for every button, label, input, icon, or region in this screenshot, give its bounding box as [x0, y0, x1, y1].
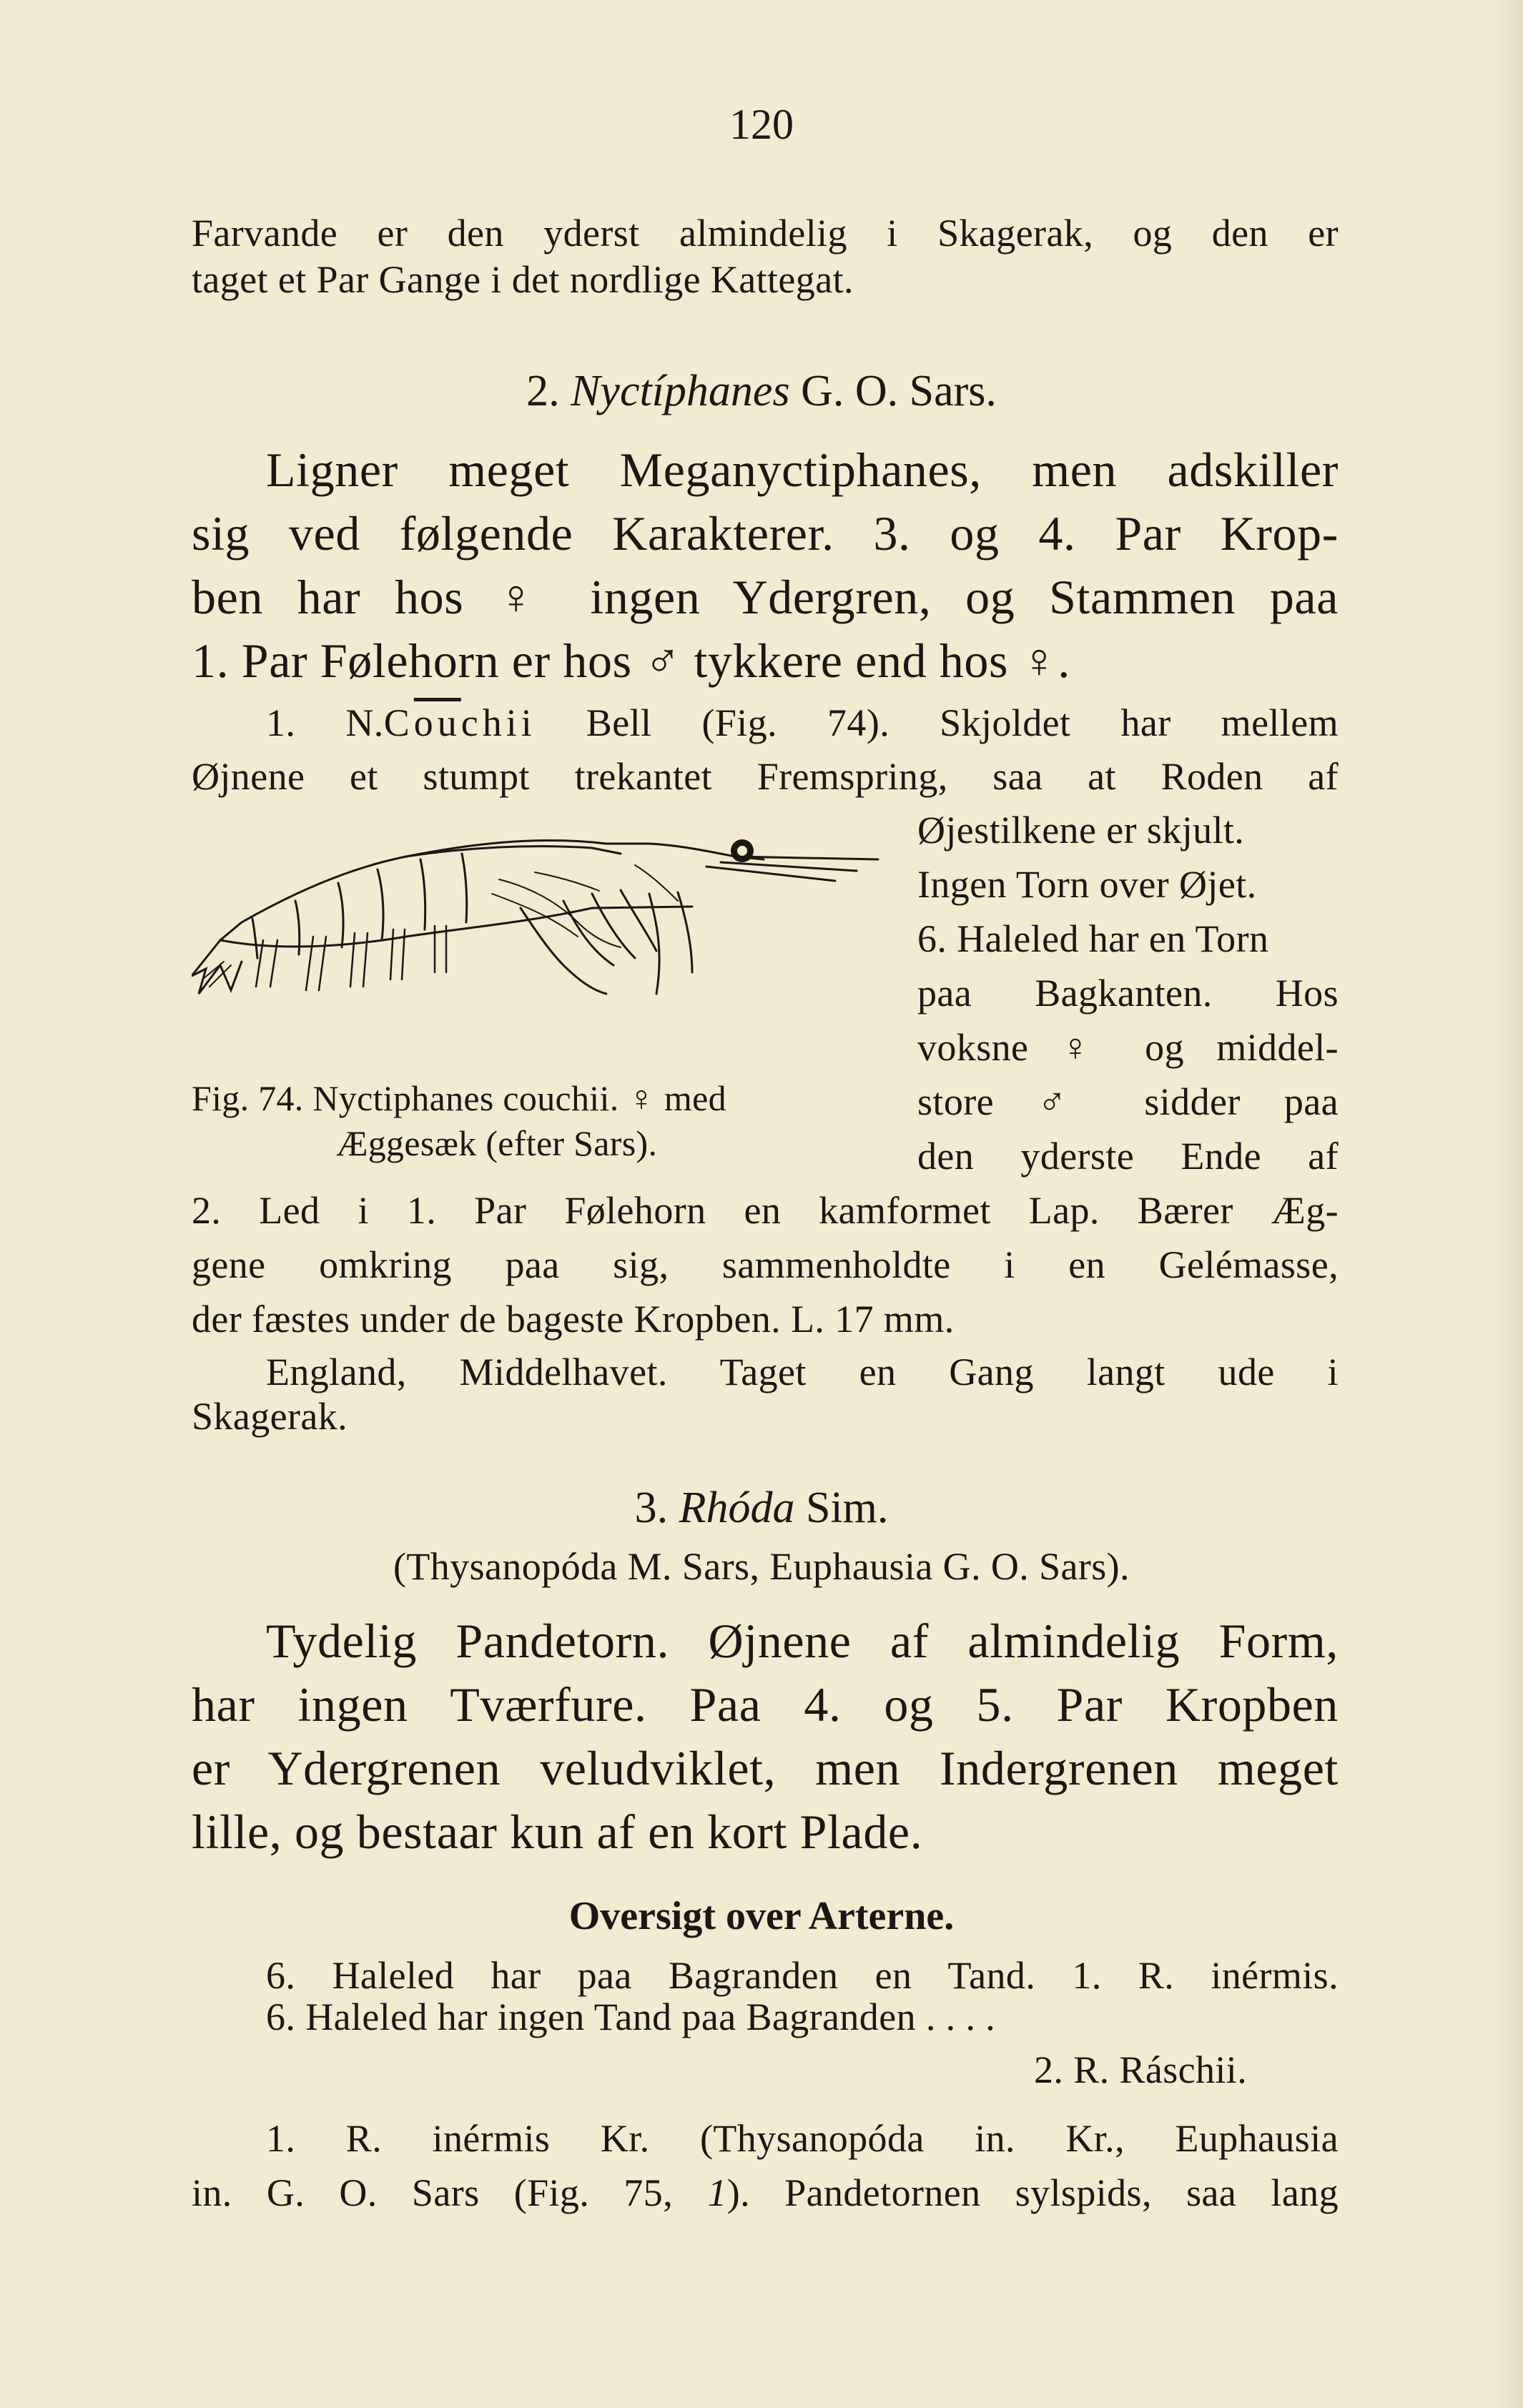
wrap-line: den yderste Ende af: [917, 1135, 1339, 1178]
wrap-line: voksne ♀ og middel-: [917, 1026, 1339, 1069]
wrap-line: store ♂ sidder paa: [917, 1080, 1339, 1123]
wrap-line: paa Bagkanten. Hos: [917, 972, 1339, 1015]
key-line: 2. R. Ráschii.: [1034, 2048, 1248, 2091]
paragraph-line: har ingen Tværfure. Paa 4. og 5. Par Kropben: [192, 1677, 1339, 1732]
species-line: 1. R. inérmis Kr. (Thysanopóda in. Kr., Euphausia: [266, 2117, 1339, 2160]
paragraph-line: er Ydergrenen veludviklet, men Indergrenen meget: [192, 1741, 1339, 1795]
key-line: 6. Haleled har paa Bagranden en Tand. 1. R. inérmis.: [266, 1954, 1339, 1997]
key-line: 6. Haleled har ingen Tand paa Bagranden . . . .: [266, 1995, 996, 2038]
paragraph-line: Tydelig Pandetorn. Øjnene af almindelig Form,: [266, 1614, 1339, 1668]
shrimp-illustration: [192, 822, 894, 1026]
wrap-line: Ingen Torn over Øjet.: [917, 863, 1257, 906]
wrap-line: 6. Haleled har en Torn: [917, 917, 1269, 960]
species-line: 1. $N.C\overline{ou}chii$ Bell (Fig. 74). Skjoldet har mellem: [266, 701, 1339, 744]
distribution-line: England, Middelhavet. Taget en Gang langt ude i: [266, 1351, 1339, 1393]
genus-heading: 2. Nyctíphanes G. O. Sars.: [526, 367, 997, 415]
figure-caption: Fig. 74. Nyctiphanes couchii. ♀ med: [192, 1078, 726, 1118]
species-epithet: $C\overline{ou}chii$: [383, 701, 536, 744]
paragraph-line: ben har hos ♀ ingen Ydergren, og Stammen paa: [192, 570, 1339, 624]
wrap-line: Øjestilkene er skjult.: [917, 809, 1245, 852]
page-number: 120: [729, 101, 794, 148]
paragraph-line: Øjnene et stumpt trekantet Fremspring, saa at Roden af: [192, 755, 1339, 798]
distribution-line: Skagerak.: [192, 1395, 348, 1438]
genus-synonyms: (Thysanopóda M. Sars, Euphausia G. O. Sars).: [393, 1545, 1130, 1588]
genus-name: Nyctíphanes: [571, 367, 790, 415]
paragraph-line: 1. Par Følehorn er hos ♂ tykkere end hos ♀.: [192, 633, 1070, 688]
genus-heading: 3. Rhóda Sim.: [634, 1484, 889, 1532]
paragraph-line: Ligner meget Meganyctiphanes, men adskiller: [266, 443, 1339, 497]
species-line: in. G. O. Sars (Fig. 75, 1). Pandetornen sylspids, saa lang: [192, 2171, 1339, 2214]
paragraph-line: gene omkring paa sig, sammenholdte i en Gelémasse,: [192, 1243, 1339, 1286]
page-edge-shadow: [1494, 0, 1523, 2408]
paragraph-line: der fæstes under de bageste Kropben. L. 17 mm.: [192, 1298, 955, 1341]
paragraph-line: sig ved følgende Karakterer. 3. og 4. Par Krop-: [192, 506, 1339, 561]
key-title: Oversigt over Arterne.: [568, 1894, 955, 1938]
paragraph-line: Farvande er den yderst almindelig i Skagerak, og den er: [192, 212, 1339, 255]
figure-caption: Æggesæk (efter Sars).: [336, 1123, 658, 1163]
genus-name: Rhóda: [679, 1484, 795, 1532]
paragraph-line: 2. Led i 1. Par Følehorn en kamformet Lap. Bærer Æg-: [192, 1189, 1339, 1232]
paragraph-line: lille, og bestaar kun af en kort Plade.: [192, 1805, 923, 1859]
paragraph-line: taget et Par Gange i det nordlige Kattegat.: [192, 258, 854, 301]
